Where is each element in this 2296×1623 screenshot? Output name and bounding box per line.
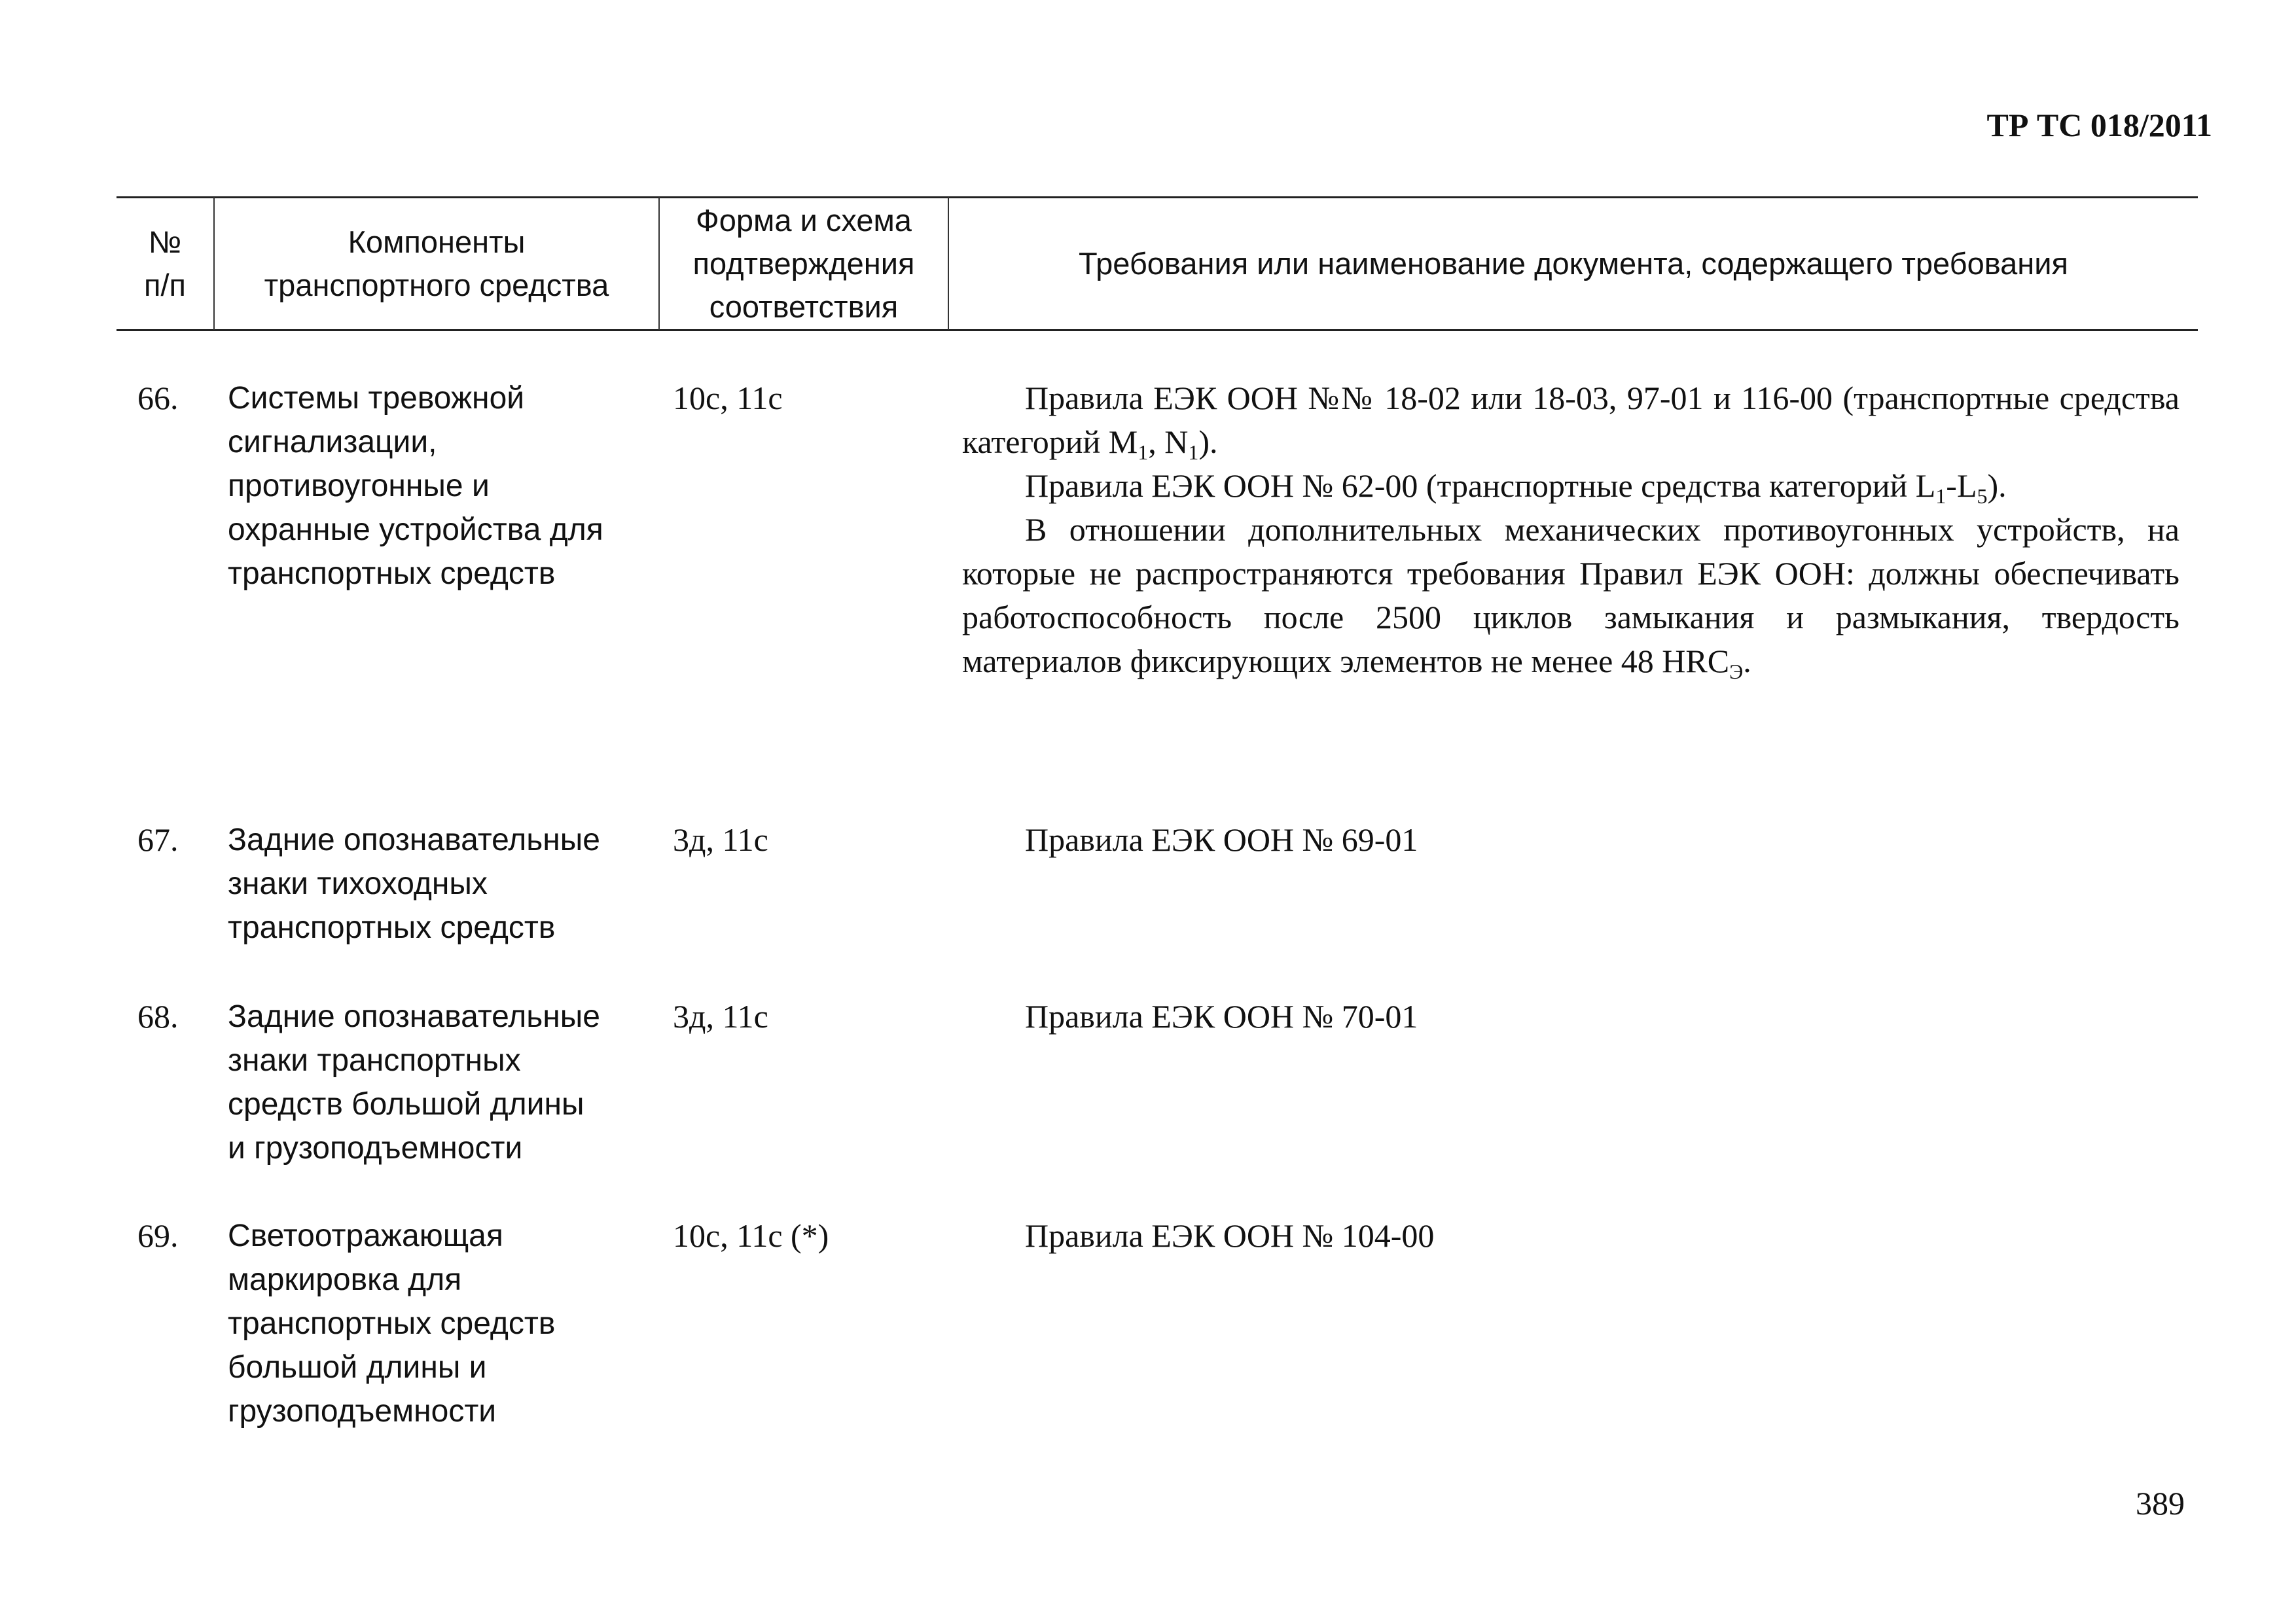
document-code: ТР ТС 018/2011: [1986, 107, 2212, 143]
row-number: 68.: [137, 998, 179, 1035]
requirement-paragraph: [962, 464, 2179, 508]
header-form-line: Форма и схема: [696, 202, 912, 238]
component-line: Системы тревожной: [228, 381, 525, 416]
subscript: Э: [1729, 660, 1744, 683]
requirement-text: В отношении дополнительных механических противоугонных устройств, на которые не распространяются требования Правил ЕЭК ООН: должны обеспечивать работоспособность после 2500 циклов замыкания и размыкания, твердость материалов фиксирующих элементов не менее 48 HRC: [962, 511, 2179, 679]
requirement-paragraph: Правила ЕЭК ООН № 70-01: [1025, 998, 1418, 1035]
component-line: грузоподъемности: [228, 1394, 497, 1429]
row-form: 3д, 11с: [673, 998, 768, 1035]
row-component: [228, 376, 653, 596]
component-line: средств большой длины: [228, 1087, 584, 1122]
requirement-text: ).: [1198, 423, 1218, 460]
header-number-line: №: [148, 224, 182, 259]
row-form: 10с, 11с: [673, 380, 783, 416]
header-requirements: [949, 197, 2198, 330]
requirement-text: , N: [1148, 423, 1189, 460]
component-line: маркировка для: [228, 1262, 462, 1297]
requirement-text: ).: [1987, 467, 2007, 504]
header-form: [660, 197, 948, 330]
header-components-line: транспортного средства: [264, 267, 609, 302]
row-requirements: [962, 1214, 2179, 1258]
header-form-line: подтверждения: [692, 245, 915, 281]
subscript: 1: [1935, 484, 1946, 508]
component-line: транспортных средств: [228, 910, 556, 945]
row-requirements: [962, 995, 2179, 1039]
requirement-text: Правила ЕЭК ООН № 62-00 (транспортные средства категорий L: [1025, 467, 1936, 504]
header-components: [215, 197, 658, 330]
component-line: охранные устройства для: [228, 512, 603, 547]
row-component: [228, 1214, 653, 1433]
header-requirements-text: Требования или наименование документа, содержащего требования: [1079, 245, 2068, 281]
requirement-paragraph: Правила ЕЭК ООН № 69-01: [1025, 821, 1418, 858]
requirement-paragraph: Правила ЕЭК ООН № 104-00: [1025, 1217, 1435, 1254]
row-component: [228, 995, 653, 1170]
page-number: 389: [2136, 1485, 2185, 1522]
component-line: и грузоподъемности: [228, 1131, 523, 1166]
component-line: сигнализации,: [228, 425, 437, 459]
component-line: транспортных средств: [228, 1306, 556, 1341]
component-line: знаки тихоходных: [228, 866, 488, 901]
row-requirements: [962, 818, 2179, 862]
component-line: противоугонные и: [228, 469, 490, 503]
header-number: [117, 197, 213, 330]
component-line: Задние опознавательные: [228, 999, 600, 1034]
requirement-text: Правила ЕЭК ООН №№ 18-02 или 18-03, 97-01 и 116-00 (транспортные средства категорий M: [962, 380, 2179, 460]
component-line: Задние опознавательные: [228, 823, 600, 857]
requirement-paragraph: [962, 508, 2179, 683]
row-form: 3д, 11с: [673, 821, 768, 858]
header-number-line: п/п: [144, 267, 186, 302]
component-line: транспортных средств: [228, 556, 556, 591]
requirement-text: -L: [1946, 467, 1977, 504]
subscript: 1: [1188, 440, 1199, 464]
row-number: 66.: [137, 380, 179, 416]
component-line: большой длины и: [228, 1350, 487, 1385]
subscript: 5: [1977, 484, 1988, 508]
row-number: 67.: [137, 821, 179, 858]
row-number: 69.: [137, 1217, 179, 1254]
row-component: [228, 818, 653, 950]
subscript: 1: [1138, 440, 1149, 464]
row-form: 10с, 11с (*): [673, 1217, 829, 1254]
requirement-paragraph: [962, 376, 2179, 464]
requirement-text: .: [1743, 643, 1751, 679]
row-requirements: [962, 376, 2179, 683]
component-line: знаки транспортных: [228, 1043, 521, 1078]
header-components-line: Компоненты: [348, 224, 526, 259]
component-line: Светоотражающая: [228, 1219, 503, 1253]
header-form-line: соответствия: [709, 289, 899, 324]
